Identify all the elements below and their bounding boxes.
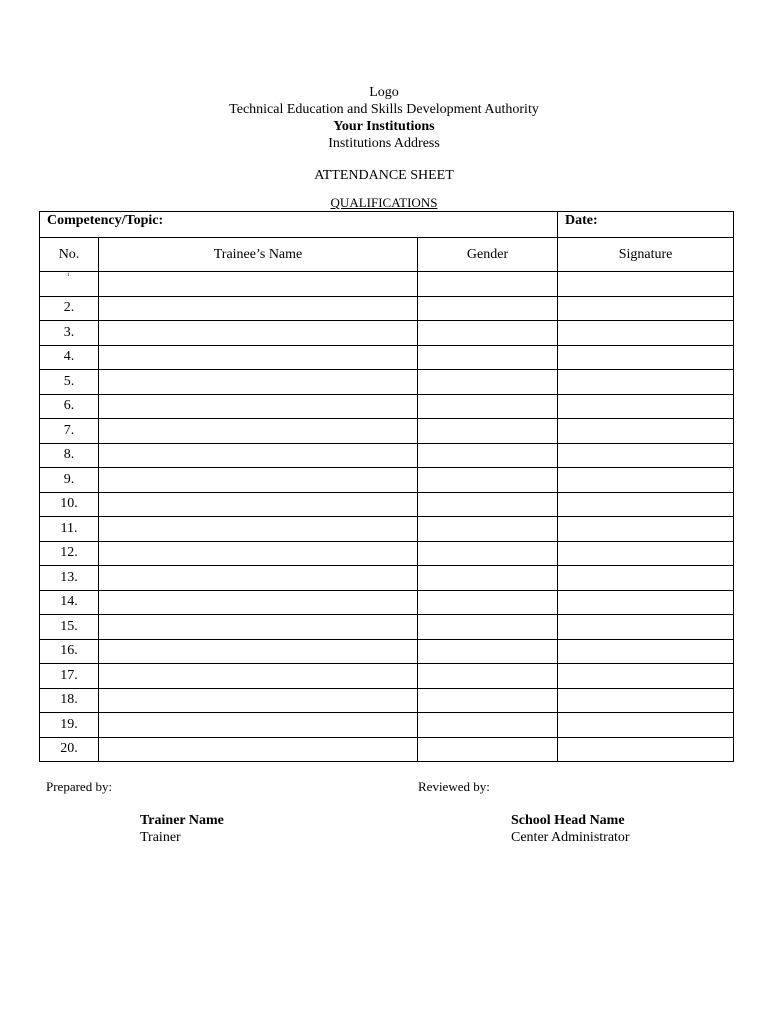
signature-cell[interactable] xyxy=(558,443,734,468)
signature-cell[interactable] xyxy=(558,370,734,395)
signature-cell[interactable] xyxy=(558,615,734,640)
trainee-name-cell[interactable] xyxy=(99,566,418,591)
table-row xyxy=(40,272,734,297)
table-row xyxy=(40,419,734,444)
row-number: 11. xyxy=(40,517,99,542)
logo-placeholder: Logo xyxy=(369,85,399,100)
gender-cell[interactable] xyxy=(418,345,558,370)
signature-cell[interactable] xyxy=(558,419,734,444)
trainee-name-cell[interactable] xyxy=(99,345,418,370)
trainee-name-cell[interactable] xyxy=(99,541,418,566)
signature-cell[interactable] xyxy=(558,517,734,542)
qualifications-heading: QUALIFICATIONS xyxy=(330,195,438,210)
column-header-gender: Gender xyxy=(418,238,558,272)
table-row xyxy=(40,615,734,640)
signature-cell[interactable] xyxy=(558,541,734,566)
row-number: 1. xyxy=(40,272,99,297)
gender-cell[interactable] xyxy=(418,468,558,493)
row-number: 4. xyxy=(40,345,99,370)
reviewed-by-label: Reviewed by: xyxy=(418,779,490,794)
row-number: 2. xyxy=(40,296,99,321)
table-row xyxy=(40,566,734,591)
signature-cell[interactable] xyxy=(558,566,734,591)
trainee-name-cell[interactable] xyxy=(99,590,418,615)
gender-cell[interactable] xyxy=(418,492,558,517)
column-header-signature: Signature xyxy=(558,238,734,272)
signature-cell[interactable] xyxy=(558,345,734,370)
gender-cell[interactable] xyxy=(418,517,558,542)
trainee-name-cell[interactable] xyxy=(99,443,418,468)
gender-cell[interactable] xyxy=(418,394,558,419)
competency-label: Competency/Topic: xyxy=(47,213,164,228)
row-number: 19. xyxy=(40,713,99,738)
row-number: 5. xyxy=(40,370,99,395)
gender-cell[interactable] xyxy=(418,664,558,689)
gender-cell[interactable] xyxy=(418,296,558,321)
date-label: Date: xyxy=(565,213,598,228)
gender-cell[interactable] xyxy=(418,541,558,566)
school-head-name: School Head Name xyxy=(511,813,625,828)
gender-cell[interactable] xyxy=(418,590,558,615)
gender-cell[interactable] xyxy=(418,443,558,468)
trainee-name-cell[interactable] xyxy=(99,296,418,321)
row-number: 3. xyxy=(40,321,99,346)
table-row xyxy=(40,688,734,713)
row-number: 13. xyxy=(40,566,99,591)
trainee-name-cell[interactable] xyxy=(99,468,418,493)
signature-cell[interactable] xyxy=(558,737,734,762)
gender-cell[interactable] xyxy=(418,272,558,297)
table-row xyxy=(40,468,734,493)
trainee-name-cell[interactable] xyxy=(99,492,418,517)
row-number: 15. xyxy=(40,615,99,640)
prepared-by-label: Prepared by: xyxy=(46,779,113,794)
column-header-name: Trainee’s Name xyxy=(99,238,418,272)
trainee-name-cell[interactable] xyxy=(99,688,418,713)
trainee-name-cell[interactable] xyxy=(99,713,418,738)
table-row xyxy=(40,321,734,346)
signature-cell[interactable] xyxy=(558,590,734,615)
school-head-role: Center Administrator xyxy=(511,830,630,845)
table-row xyxy=(40,345,734,370)
table-row xyxy=(40,492,734,517)
trainee-name-cell[interactable] xyxy=(99,370,418,395)
institution-name: Your Institutions xyxy=(333,119,435,134)
authority-name: Technical Education and Skills Development Authority xyxy=(229,102,539,117)
trainer-role: Trainer xyxy=(140,830,181,845)
signature-cell[interactable] xyxy=(558,664,734,689)
row-number: 12. xyxy=(40,541,99,566)
table-row xyxy=(40,590,734,615)
gender-cell[interactable] xyxy=(418,639,558,664)
trainee-name-cell[interactable] xyxy=(99,737,418,762)
row-number: 18. xyxy=(40,688,99,713)
trainee-name-cell[interactable] xyxy=(99,615,418,640)
date-field[interactable] xyxy=(558,212,734,238)
gender-cell[interactable] xyxy=(418,321,558,346)
gender-cell[interactable] xyxy=(418,688,558,713)
gender-cell[interactable] xyxy=(418,615,558,640)
trainee-name-cell[interactable] xyxy=(99,664,418,689)
gender-cell[interactable] xyxy=(418,737,558,762)
table-row xyxy=(40,664,734,689)
table-row xyxy=(40,639,734,664)
row-number: 10. xyxy=(40,492,99,517)
meta-row xyxy=(40,212,734,238)
table-row xyxy=(40,713,734,738)
competency-field[interactable] xyxy=(40,212,558,238)
table-row xyxy=(40,443,734,468)
table-row xyxy=(40,517,734,542)
table-row xyxy=(40,737,734,762)
gender-cell[interactable] xyxy=(418,713,558,738)
gender-cell[interactable] xyxy=(418,370,558,395)
signature-cell[interactable] xyxy=(558,688,734,713)
row-number: 20. xyxy=(40,737,99,762)
signature-cell[interactable] xyxy=(558,321,734,346)
trainee-name-cell[interactable] xyxy=(99,419,418,444)
trainee-name-cell[interactable] xyxy=(99,321,418,346)
row-number: 8. xyxy=(40,443,99,468)
signature-cell[interactable] xyxy=(558,639,734,664)
column-header-no: No. xyxy=(40,238,99,272)
trainee-name-cell[interactable] xyxy=(99,272,418,297)
row-number: 16. xyxy=(40,639,99,664)
signature-cell[interactable] xyxy=(558,272,734,297)
institution-address: Institutions Address xyxy=(328,136,440,151)
gender-cell[interactable] xyxy=(418,566,558,591)
table-row xyxy=(40,394,734,419)
row-number: 9. xyxy=(40,468,99,493)
row-number: 7. xyxy=(40,419,99,444)
row-number: 6. xyxy=(40,394,99,419)
signature-cell[interactable] xyxy=(558,468,734,493)
table-row xyxy=(40,296,734,321)
signature-cell[interactable] xyxy=(558,394,734,419)
document-title: ATTENDANCE SHEET xyxy=(314,168,454,183)
column-header-row xyxy=(40,238,734,272)
gender-cell[interactable] xyxy=(418,419,558,444)
table-row xyxy=(40,541,734,566)
row-number: 17. xyxy=(40,664,99,689)
table-row xyxy=(40,370,734,395)
trainee-name-cell[interactable] xyxy=(99,639,418,664)
signature-cell[interactable] xyxy=(558,713,734,738)
document-header xyxy=(0,84,768,152)
signature-cell[interactable] xyxy=(558,492,734,517)
signature-cell[interactable] xyxy=(558,296,734,321)
trainer-name: Trainer Name xyxy=(140,813,224,828)
row-number: 14. xyxy=(40,590,99,615)
attendance-table xyxy=(39,211,734,762)
trainee-name-cell[interactable] xyxy=(99,517,418,542)
trainee-name-cell[interactable] xyxy=(99,394,418,419)
